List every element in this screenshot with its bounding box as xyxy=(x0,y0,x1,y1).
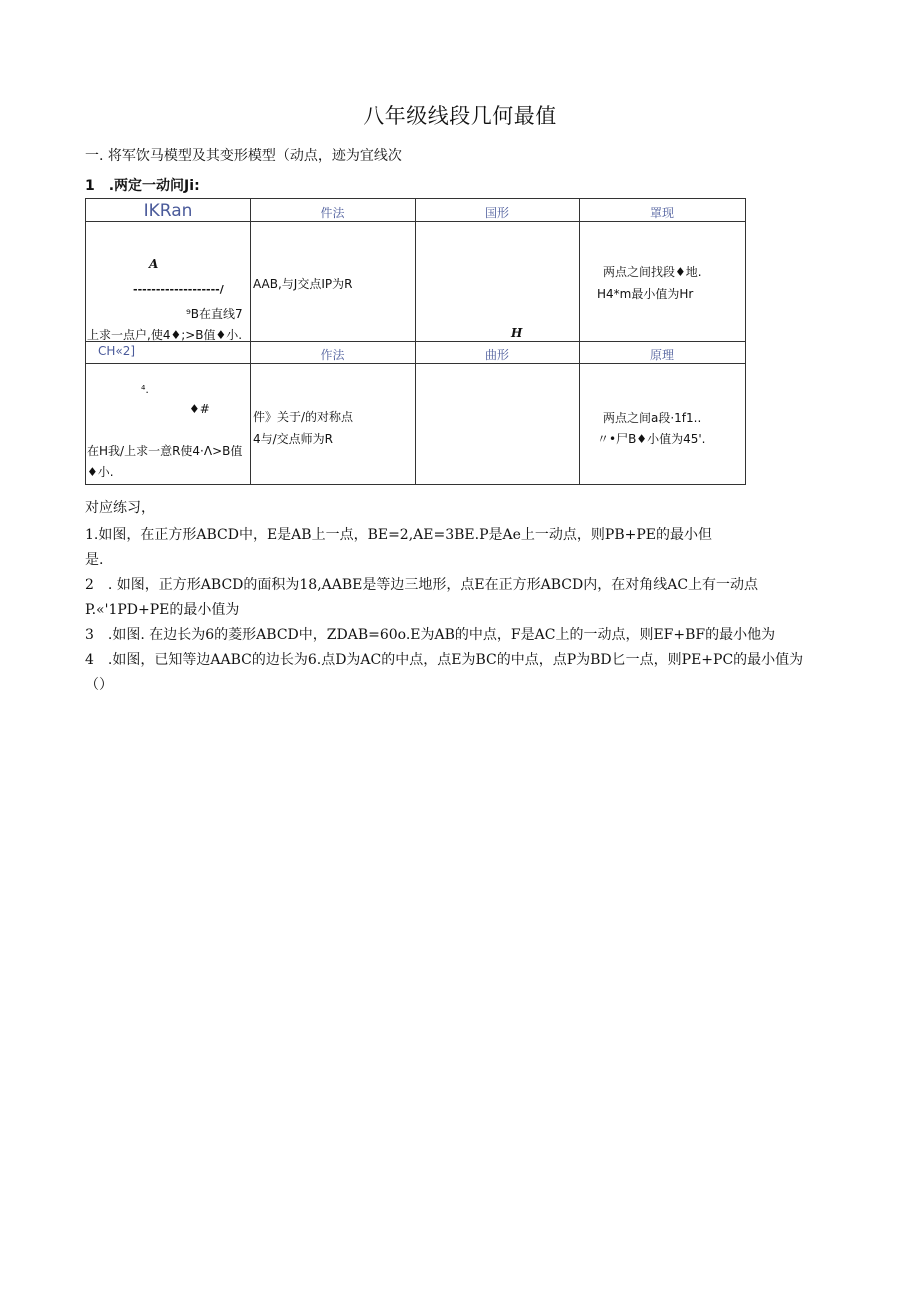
section-heading: 一. 将军饮马模型及其变形模型（动点，迹为宜线次 xyxy=(85,148,402,164)
table-cell-text: 4与/交点师为R xyxy=(253,432,334,446)
exercise-4-cont: （） xyxy=(85,677,113,693)
table-cell-text: 件》关于/的对称点 xyxy=(253,410,354,424)
table-cell-text: 两点之间找段♦地. xyxy=(603,265,702,279)
exercise-1: 1.如图，在正方形ABCD中，E是AB上一点，BE=2,AE=3BE.P是Ae上一动点，则PB+PE的最小但 xyxy=(85,527,712,543)
table-cell-text: 〃•尸B♦小值为45'. xyxy=(597,432,706,446)
table-header-cell: CH«2] xyxy=(98,344,136,358)
table-header-cell: 国形 xyxy=(484,206,509,220)
exercise-4: 4 .如图，已知等边AABC的边长为6.点D为AC的中点，点E为BC的中点，点P为BD匕一点，则PE+PC的最小值为 xyxy=(85,652,804,668)
table-cell-text: 上求一点户,使4♦;>B值♦小. xyxy=(87,328,243,342)
table-cell-text: -------------------/ xyxy=(133,283,224,296)
table-cell-text: 两点之间a段·1f1.. xyxy=(603,411,702,425)
table-header-cell: 罩现 xyxy=(649,206,674,220)
model-table xyxy=(85,198,746,485)
subsection-heading: 1 .两定一动问Ji: xyxy=(85,178,200,194)
table-cell-text: A xyxy=(149,257,159,271)
page-title: 八年级线段几何最值 xyxy=(363,104,557,128)
table-cell-text: ⁹B在直线7 xyxy=(186,307,243,321)
table-header-cell: 原理 xyxy=(649,348,674,362)
table-cell-text: 在H我/上求一意R使4·Λ>B值 xyxy=(87,444,243,458)
table-cell-text: ♦小. xyxy=(87,465,114,479)
table-divider xyxy=(86,363,745,364)
table-header-cell: IKRan xyxy=(143,201,193,221)
table-cell-text: ♦# xyxy=(189,402,210,416)
table-cell-text: ⁴. xyxy=(141,383,149,396)
exercise-2: 2 . 如图，正方形ABCD的面积为18,AABE是等边三地形，点E在正方形ABCD内，在对角线AC上有一动点 xyxy=(85,577,759,593)
table-header-cell: 件法 xyxy=(320,206,345,220)
exercise-1-cont: 是. xyxy=(85,552,104,568)
table-cell-text: H4*m最小值为Hr xyxy=(597,287,694,301)
table-divider xyxy=(86,221,745,222)
table-header-cell: 曲形 xyxy=(484,348,509,362)
practice-heading: 对应练习， xyxy=(85,500,155,516)
table-cell-text: AAB,与J交点IP为R xyxy=(253,277,353,291)
table-cell-text: H xyxy=(511,326,523,340)
exercise-2-cont: P.«'1PD+PE的最小值为 xyxy=(85,602,240,618)
exercise-3: 3 .如图. 在边长为6的菱形ABCD中，ZDAB=60o.E为AB的中点，F是AC上的一动点，则EF+BF的最小他为 xyxy=(85,627,776,643)
table-header-cell: 作法 xyxy=(320,348,345,362)
